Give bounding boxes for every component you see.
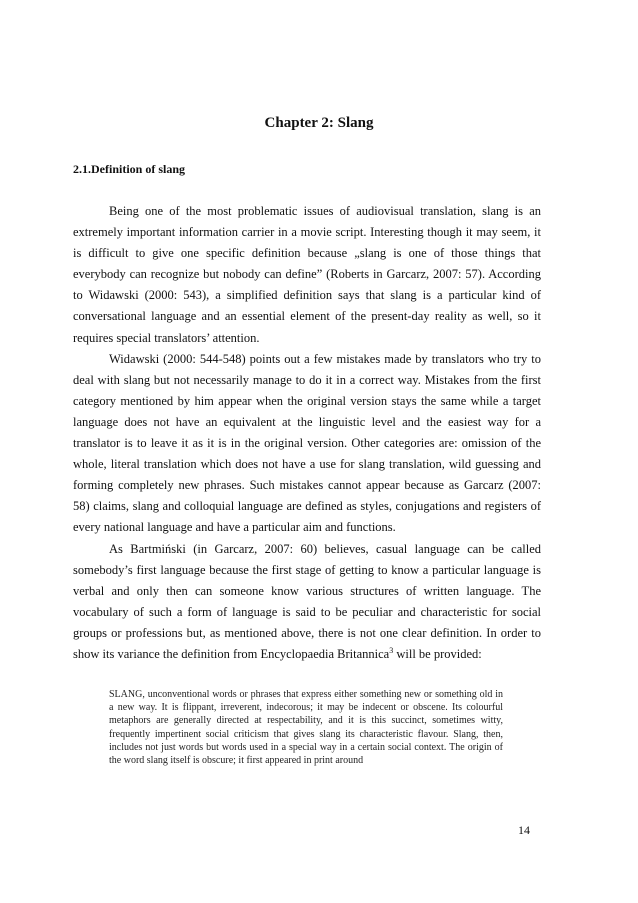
quote-link-metaphors[interactable]: metaphors [109,715,151,727]
paragraph [73,539,541,666]
page-number: 14 [518,823,530,837]
footnote-marker[interactable]: 3 [389,645,394,655]
paragraph: Being one of the most problematic issues of audiovisual translation, slang is an extremely important information carrier in a movie script. Interesting though it may seem, it is difficult to give one specific definition because „slang is one of those things that everybody can recognize but nobody can define” (Roberts in Garcarz, 2007: 57). According to Widawski (2000: 543), a simplified definition says that slang is a particular kind of conversational language and an essential element of the present-day reality as well, so it requires special translators’ attention. [73,204,541,345]
chapter-title: Chapter 2: Slang [264,115,374,131]
block-quote [109,688,503,767]
paragraph-text-end: will be provided: [393,646,482,661]
body-text [73,201,541,665]
quote-text-continued: are generally directed at respectability, and it is this succinct, sometimes witty, frequently impertinent social criticism that gives slang its characteristic flavour. Slang, then, includes not just words but words used in a special way in a certain social context. The origin of the word slang itself is obscure; it first appeared in print around [109,715,503,767]
quote-text: SLANG, unconventional words or phrases that express either something new or something old in a new way. It is flippant, irreverent, indecorous; it may be indecent or obscene. Its colourful [109,689,503,714]
section-heading: 2.1.Definition of slang [73,162,186,176]
paragraph: Widawski (2000: 544-548) points out a few mistakes made by translators who try to deal with slang but not necessarily manage to do it in a correct way. Mistakes from the first category mentioned by him appear when the original version stays the same while a target language does not have an equivalent at the linguistic level and the easiest way for a translator is to leave it as it is in the original version. Other categories are: omission of the whole, literal translation which does not have a use for slang translation, wild guessing and forming completely new phrases. Such mistakes cannot appear because as Garcarz (2007: 58) claims, slang and colloquial language are defined as styles, conjugations and registers of every national language and have a particular aim and functions. [73,351,541,535]
paragraph-text: As Bartmiński (in Garcarz, 2007: 60) believes, casual language can be called somebody’s first language because the first stage of getting to know a particular language is verbal and only then can someone know various structures of written language. The vocabulary of such a form of language is said to be peculiar and characteristic for social groups or professions but, as mentioned above, there is not one clear definition. In order to show its variance the definition from Encyclopaedia Britannica [73,541,541,661]
